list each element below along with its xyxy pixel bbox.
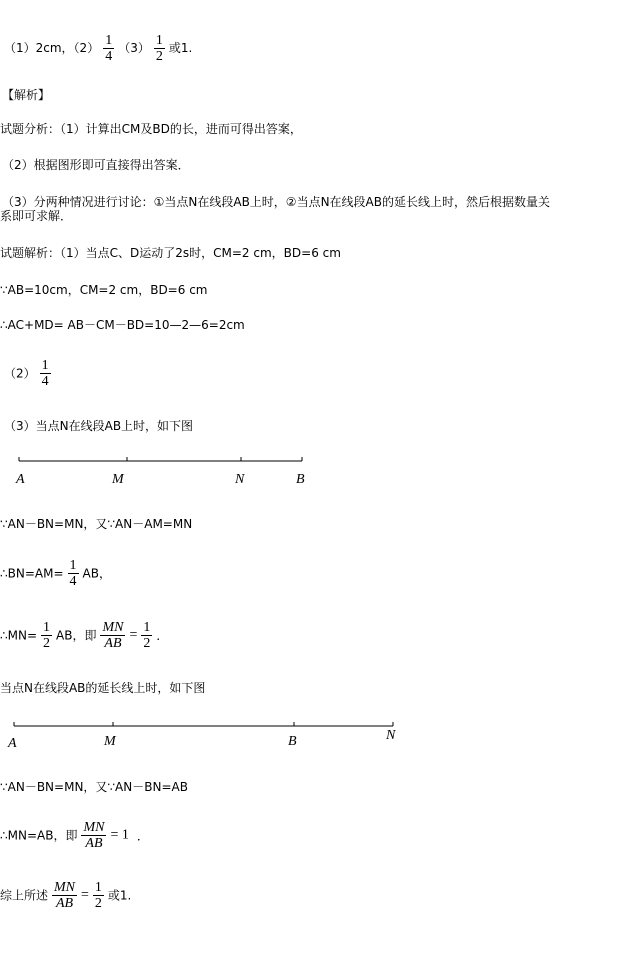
analysis-heading: 【解析】 xyxy=(2,88,51,102)
case1-fraction-quarter: $\frac{1}{4}$ xyxy=(69,558,77,589)
thinking-line-3a: （3）分两种情况进行讨论：①当点N在线段AB上时，②当点N在线段AB的延长线上时，然后根据数量关 xyxy=(2,195,550,209)
label-a: A xyxy=(16,472,25,487)
case2-ratio: $\frac{MN}{AB}$ xyxy=(83,820,105,851)
summary-ratio: $\frac{MN}{AB}$ xyxy=(54,880,76,911)
part2-label: （2） xyxy=(4,366,36,381)
thinking-line-1: 试题分析：（1）计算出CM及BD的长，进而可得出答案， xyxy=(0,122,302,136)
label-n: N xyxy=(386,728,396,743)
answer-line xyxy=(4,33,192,64)
segment-diagram-2 xyxy=(0,712,420,754)
case1-result: $\frac{1}{2}$ xyxy=(143,620,151,651)
answer-part2: （3） xyxy=(118,41,150,55)
label-m: M xyxy=(112,472,124,487)
answer-part1: （1）2cm，（2） xyxy=(4,41,100,55)
label-n: N xyxy=(235,472,245,487)
summary-line: 综上所述 $\frac{MN}{AB}$ = $\frac{1}{2}$ 或1. xyxy=(0,880,132,911)
answer-part3: 或1. xyxy=(168,41,193,55)
case2-line-1: ∵AN－BN=MN，又∵AN－BN=AB xyxy=(0,780,188,794)
case1-intro: （3）当点N在线段AB上时，如下图 xyxy=(4,419,194,433)
case2-line-2: ∴MN=AB，即 $\frac{MN}{AB}$ = 1 ． xyxy=(0,820,149,851)
case1-ratio: $\frac{MN}{AB}$ xyxy=(102,620,124,651)
solution-line-2: ∵AB=10cm，CM=2 cm，BD=6 cm xyxy=(0,283,208,297)
thinking-line-2: （2）根据图形即可直接得出答案． xyxy=(2,158,190,172)
case1-line-2: ∴BN=AM= $\frac{1}{4}$ AB， xyxy=(0,558,111,589)
answer-fraction-1: $\frac{1}{4}$ xyxy=(105,33,113,64)
case2-intro: 当点N在线段AB的延长线上时，如下图 xyxy=(0,681,206,695)
solution-part2 xyxy=(4,358,55,389)
label-b: B xyxy=(288,734,297,749)
label-b: B xyxy=(296,472,305,487)
solution-line-3: ∴AC+MD= AB－CM－BD=10—2—6=2cm xyxy=(0,318,245,332)
label-a: A xyxy=(8,736,17,751)
segment-diagram-1 xyxy=(0,448,330,490)
solution-line-1: 试题解析：（1）当点C、D运动了2s时，CM=2 cm，BD=6 cm xyxy=(0,246,341,260)
part2-fraction: $\frac{1}{4}$ xyxy=(41,358,49,389)
case1-line-3: ∴MN= $\frac{1}{2}$ AB，即 $\frac{MN}{AB}$ = $\frac{1}{2}$ ． xyxy=(0,620,169,651)
summary-fraction: $\frac{1}{2}$ xyxy=(94,880,102,911)
case1-fraction-half: $\frac{1}{2}$ xyxy=(43,620,51,651)
answer-fraction-2: $\frac{1}{2}$ xyxy=(155,33,163,64)
thinking-line-3b: 系即可求解． xyxy=(0,209,73,223)
label-m: M xyxy=(104,734,116,749)
case1-line-1: ∵AN－BN=MN，又∵AN－AM=MN xyxy=(0,517,193,531)
